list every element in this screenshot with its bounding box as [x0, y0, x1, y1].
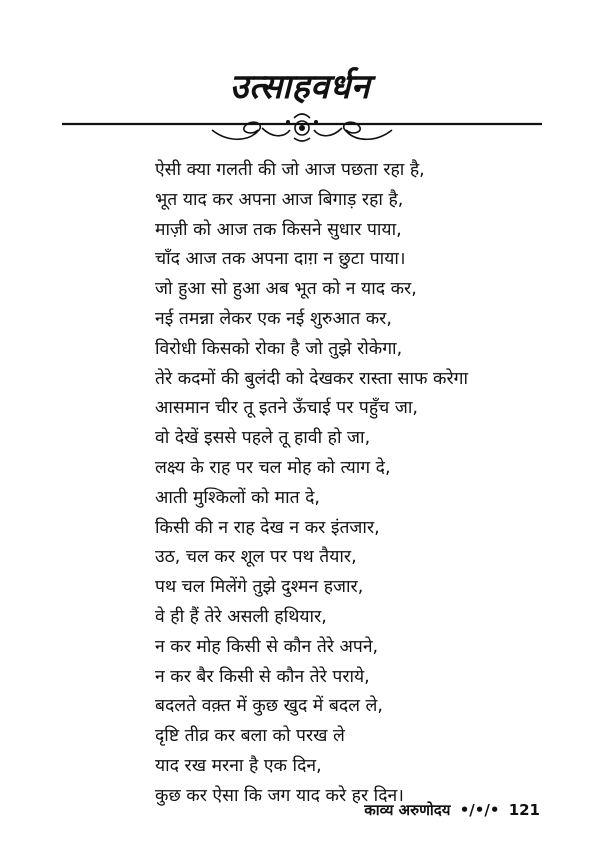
poem-title: उत्साहवर्धन — [229, 67, 371, 107]
poem-line: बदलते वक़्त में कुछ खुद में बदल ले, — [155, 696, 383, 717]
poem-line: वो देखें इससे पहले तू हावी हो जा, — [155, 428, 371, 449]
poem-line: आती मुश्किलों को मात दे, — [155, 487, 320, 508]
poem-line: कुछ कर ऐसा कि जग याद करे हर दिन। — [155, 785, 404, 806]
poem-line: चाँद आज तक अपना दाग़ न छुटा पाया। — [155, 249, 406, 270]
poem-line: आसमान चीर तू इतने ऊँचाई पर पहुँच जा, — [155, 398, 418, 419]
page-footer — [360, 800, 540, 820]
poem-line: दृष्टि तीव्र कर बला को परख ले — [155, 726, 345, 747]
poem-line: उठ, चल कर शूल पर पथ तैयार, — [155, 547, 357, 568]
poem-line: नई तमन्ना लेकर एक नई शुरुआत कर, — [155, 308, 392, 329]
poem-line: किसी की न राह देख न कर इंतजार, — [155, 517, 380, 538]
poem-line: पथ चल मिलेंगे तुझे दुश्मन हजार, — [155, 577, 364, 598]
poem-line: न कर मोह किसी से कौन तेरे अपने, — [155, 636, 379, 657]
poem-line: जो हुआ सो हुआ अब भूत को न याद कर, — [155, 279, 417, 300]
poem-line: विरोधी किसको रोका है जो तुझे रोकेगा, — [155, 338, 403, 359]
poem-line: न कर बैर किसी से कौन तेरे पराये, — [155, 666, 370, 687]
poem-line: ऐसी क्या गलती की जो आज पछता रहा है, — [155, 160, 425, 180]
divider-flourish-icon — [62, 108, 542, 144]
poem-line: लक्ष्य के राह पर चल मोह को त्याग दे, — [155, 457, 391, 478]
poem-line: वे ही हैं तेरे असली हथियार, — [155, 606, 327, 627]
poem-line: माज़ी को आज तक किसने सुधार पाया, — [155, 219, 402, 240]
poem-line: भूत याद कर अपना आज बिगाड़ रहा है, — [155, 189, 404, 210]
footer-ornament: •/•/• — [459, 801, 500, 819]
page-number: 121 — [508, 801, 540, 819]
poem-body — [155, 156, 585, 812]
poem-line: याद रख मरना है एक दिन, — [155, 755, 322, 776]
poem-line: तेरे कदमों की बुलंदी को देखकर रास्ता साफ करेगा — [155, 368, 469, 389]
book-title: काव्य अरुणोदय — [364, 801, 451, 819]
